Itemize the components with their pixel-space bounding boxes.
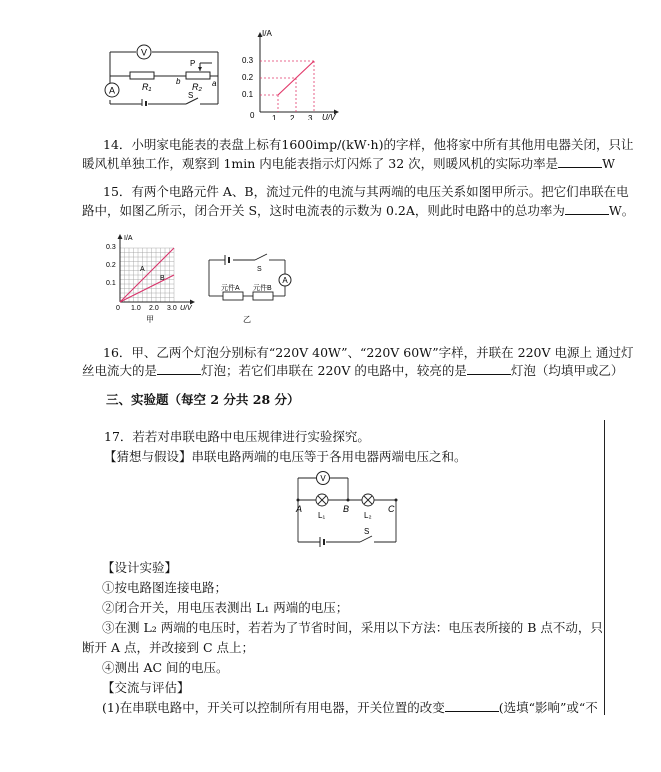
q17-q1-text-b: (选填“影响”或“不: [498, 700, 598, 715]
jia-ytick-0-1: 0.1: [106, 280, 116, 287]
q15-unit: W。: [608, 203, 635, 218]
q16-line1: 16．甲、乙两个灯泡分别标有“220V 40W”、“220V 60W”字样，并联在 220V 电源上 通过灯: [103, 345, 634, 360]
yi-elem-a-label: 元件A: [221, 285, 240, 292]
yi-ammeter-label: A: [282, 276, 288, 285]
jia-xtick-2: 2.0: [149, 305, 159, 312]
q15-fig-jia-graph: [104, 228, 204, 324]
ytick-0-3: 0.3: [242, 56, 254, 65]
jia-ylabel: I/A: [124, 235, 133, 242]
q17-step3b: 断开 A 点，并改接到 C 点上；: [82, 640, 254, 655]
q16-blank-2[interactable]: [467, 362, 511, 375]
graph-ylabel: I/A: [262, 29, 272, 38]
node-a-label: a: [212, 79, 217, 88]
xtick-2: 2: [290, 114, 295, 120]
jia-caption: 甲: [146, 315, 154, 324]
jia-xtick-0: 0: [116, 305, 120, 312]
q17-exchange-heading: 【交流与评估】: [102, 680, 190, 695]
q16-blank-1[interactable]: [157, 362, 201, 375]
q16-line2-c: 灯泡（均填甲或乙）: [510, 363, 624, 378]
ytick-0-1: 0.1: [242, 90, 254, 99]
jia-xtick-1: 1.0: [131, 305, 141, 312]
top-circuit-diagram: [100, 38, 230, 106]
r1-label: R₁: [142, 82, 152, 92]
ytick-0-2: 0.2: [242, 73, 254, 82]
r2-label: R₂: [192, 82, 202, 92]
jia-ytick-0-2: 0.2: [106, 262, 116, 269]
q14-answer-blank[interactable]: [558, 155, 602, 168]
q17-q1-blank[interactable]: [445, 699, 499, 712]
graph-xlabel: U/V: [322, 113, 336, 120]
q14-line2: [82, 153, 615, 175]
q17-node-a: A: [296, 504, 303, 514]
xtick-1: 1: [272, 114, 277, 120]
right-margin-rule: [604, 420, 605, 715]
q17-hypothesis: 【猜想与假设】串联电路两端的电压等于各用电器两端电压之和。: [104, 449, 467, 464]
q17-node-b: B: [343, 504, 350, 514]
q15-answer-blank[interactable]: [565, 202, 609, 215]
q14-line1: 14．小明家电能表的表盘上标有1600imp/(kW·h)的字样，他将家中所有其他用电器关闭，只让: [103, 137, 634, 152]
yi-elem-b-label: 元件B: [253, 285, 272, 292]
xtick-3: 3: [308, 114, 313, 120]
q15-line2: [82, 200, 634, 222]
switch-label: S: [188, 91, 194, 100]
q14-unit: W: [602, 156, 616, 171]
q17-step1: ①按电路图连接电路；: [102, 580, 228, 595]
ytick-0: 0: [250, 111, 255, 120]
q15-fig-yi-circuit: [205, 246, 295, 326]
q15-line1: 15．有两个电路元件 A、B，流过元件的电流与其两端的电压关系如图甲所示。把它们串联在电: [103, 184, 629, 199]
q17-line1: 17．若若对串联电路中电压规律进行实验探究。: [104, 429, 370, 444]
q16-line2-a: 丝电流大的是: [82, 363, 158, 378]
top-iu-graph: [238, 28, 343, 120]
yi-switch-label: S: [257, 266, 262, 273]
q17-switch-label: S: [364, 527, 370, 536]
q17-design-heading: 【设计实验】: [102, 560, 178, 575]
jia-series-b-label: B: [160, 275, 165, 282]
voltmeter-label: V: [140, 47, 148, 58]
jia-xlabel: U/V: [180, 305, 192, 312]
section-3-heading: 三、实验题（每空 2 分共 28 分）: [106, 392, 300, 407]
ammeter-label: A: [108, 85, 116, 96]
q17-step4: ④测出 AC 间的电压。: [102, 660, 229, 675]
q17-circuit-diagram: [290, 470, 410, 550]
jia-xtick-3: 3.0: [167, 305, 177, 312]
q17-step2: ②闭合开关，用电压表测出 L₁ 两端的电压；: [102, 600, 349, 615]
yi-caption: 乙: [243, 315, 251, 324]
jia-ytick-0-3: 0.3: [106, 244, 116, 251]
q17-node-c: C: [388, 504, 395, 514]
slider-p-label: P: [190, 59, 196, 68]
q14-line2-text: 暖风机单独工作，观察到 1min 内电能表指示灯闪烁了 32 次，则暖风机的实际功率是: [82, 156, 559, 171]
jia-series-a-label: A: [140, 266, 145, 273]
node-b-label: b: [176, 77, 181, 86]
q15-line2-text: 路中，如图乙所示，闭合开关 S，这时电流表的示数为 0.2A，则此时电路中的总功率为: [82, 203, 565, 218]
q16-line2: [82, 360, 623, 382]
q17-l1-label: L₁: [318, 511, 326, 520]
q16-line2-b: 灯泡；若它们串联在 220V 的电路中，较亮的是: [201, 363, 467, 378]
top-graph-series-line: [278, 61, 314, 95]
q17-l2-label: L₂: [364, 511, 372, 520]
q17-step3a: ③在测 L₂ 两端的电压时，若若为了节省时间，采用以下方法：电压表所接的 B 点不动，只: [102, 620, 603, 635]
q17-question1: [102, 697, 598, 719]
q17-voltmeter-label: V: [320, 474, 326, 483]
q17-q1-text-a: (1)在串联电路中，开关可以控制所有用电器，开关位置的改变: [102, 700, 445, 715]
